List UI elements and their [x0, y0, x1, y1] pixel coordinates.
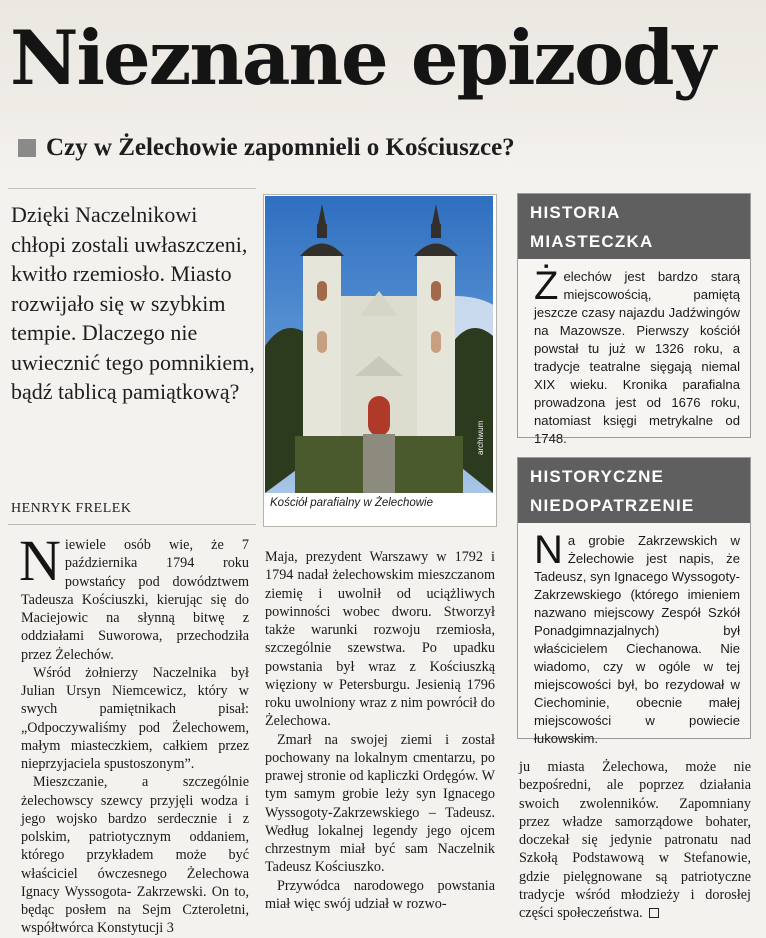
- sidebar-box-oversight: [517, 457, 751, 746]
- article-paragraph: Niewiele osób wie, że 7 października 1794 roku powstańcy pod dowództwem Tadeusza Kościuszki, kierując się do Maciejowic na słynną bitwę z oddziałami Suworowa, przechodziła przez Żelechów.: [19, 528, 249, 663]
- article-column-2: [265, 548, 495, 913]
- box-text: Na grobie Zakrzewskich w Żelechowie jest napis, że Tadeusz, syn Ignacego Wyssogoty-Zakrzewskiego (którego imieniem nazwano miejscowy Zespół Szkół Ponadgimnazjalnych) był właścicielem Ciechanowa. Nie wiadomo, czy w ogóle w tej miejscowości był, bo rezydował w Ciechominie, obecnie małej miejscowości w powiecie łukowskim.: [534, 528, 740, 746]
- article-paragraph: Maja, prezydent Warszawy w 1792 i 1794 nadał żelechowskim mieszczanom ziemię i uwolnił od uciążliwych powinności wobec dworu. Stworzył także warunki rozwoju rzemiosła, szczególnie szewstwa. Po upadku powstania był wraz z Kościuszką więziony w Petersburgu. Jesienią 1796 roku uwolniony wraz z nim powrócił do Żelechowa.: [265, 549, 495, 730]
- box-title: HISTORYCZNE NIEDOPATRZENIE: [518, 458, 750, 523]
- photo-caption: Kościół parafialny w Żelechowie: [270, 497, 433, 509]
- lead-paragraph: Dzięki Naczelnikowi chłopi zostali uwłaszczeni, kwitło rzemiosło. Miasto rozwijało się w szybkim tempie. Dlaczego nie uwiecznić tego pomnikiem, bądź tablicą pamiątkową?: [11, 202, 255, 404]
- byline: HENRYK FRELEK: [11, 501, 132, 516]
- box-title: HISTORIA MIASTECZKA: [518, 194, 750, 259]
- article-column-1: [19, 528, 249, 938]
- kicker-subtitle: Czy w Żelechowie zapomnieli o Kościuszce?: [46, 134, 515, 161]
- article-paragraph: Mieszczanie, a szczególnie żelechowscy szewcy przyjęli wodza i jego wojsko bardzo serdecznie i z polskim, patriotycznym oddaniem, którego przykładem może być właściciel ówczesnego Żelechowa Ignacy Wyssogota- Zakrzewski. On to, będąc posłem na Sejm Czteroletni, współtwórca Konstytucji 3: [21, 774, 249, 937]
- box-text: Żelechów jest bardzo starą miejscowością, pamiętą jeszcze czasy najazdu Jadźwingów na Mazowsze. Pierwszy kościół powstał tu już w 1326 roku, a tradycje teatralne sięgają niemal XIX wieku. Kronika parafialna prowadzona jest od 1676 roku, natomiast księgi metrykalne od 1748.: [534, 264, 740, 446]
- divider: [8, 188, 256, 189]
- article-column-3: [519, 758, 751, 922]
- church-photo: [265, 196, 493, 493]
- article-paragraph: Zmarł na swojej ziemi i został pochowany na lokalnym cmentarzu, po prawej stronie od kapliczki Ordęgów. W tym samym grobie leży syn Ignacego Wyssogoty-Zakrzewskiego – Tadeusz. Według lokalnej legendy jego ojcem chrzestnym miał być sam Naczelnik Tadeusz Kościuszko.: [265, 731, 495, 876]
- article-paragraph: Wśród żołnierzy Naczelnika był Julian Ursyn Niemcewicz, który w swych pamiętnikach pisał: „Odpoczywaliśmy pod Żelechowem, małym miasteczkiem, całkiem przez nieprzyjaciela spustoszonym”.: [21, 664, 249, 772]
- article-paragraph: ju miasta Żelechowa, może nie bezpośredni, ale poprzez działania swoich zwolenników. Zapomniany przez władze samorządowe bohater, doczekał się jedynie patronatu nad Szkołą Podstawową w Stefanowie, gdzie pielęgnowane są patriotyczne tradycje wśród młodzieży i dorosłej części społeczeństwa.: [519, 759, 751, 921]
- headline: Nieznane epizody: [10, 14, 715, 102]
- sidebar-box-history: [517, 193, 751, 446]
- drop-cap: N: [534, 528, 563, 572]
- drop-cap: N: [19, 528, 61, 593]
- divider: [8, 524, 256, 525]
- end-square-icon: [649, 908, 659, 918]
- article-paragraph: Przywódca narodowego powstania miał więc swój udział w rozwo-: [265, 877, 495, 912]
- drop-cap: Ż: [534, 264, 559, 308]
- photo-credit: archiwum: [476, 420, 485, 455]
- square-bullet-icon: [18, 139, 36, 157]
